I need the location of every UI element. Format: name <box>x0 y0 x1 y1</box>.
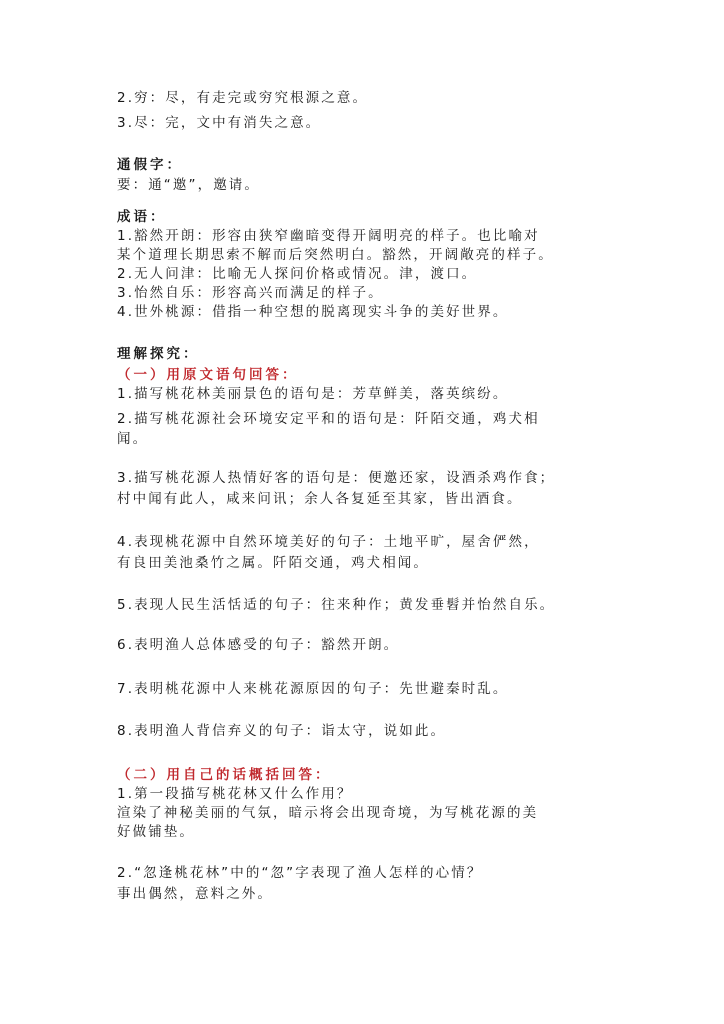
part2-heading: （二）用自己的话概括回答： <box>117 767 332 783</box>
part1-q3-line2: 村中闻有此人，咸来问讯；余人各复延至其家，皆出酒食。 <box>117 491 523 507</box>
part1-q4-line1: 4.表现桃花源中自然环境美好的句子：土地平旷，屋舍俨然， <box>117 534 540 550</box>
idioms-heading: 成语： <box>117 209 167 225</box>
part1-heading: （一）用原文语句回答： <box>117 367 299 383</box>
part2-q2-answer: 事出偶然，意料之外。 <box>117 886 273 902</box>
part1-q5: 5.表现人民生活恬适的句子：往来种作；黄发垂髫并怡然自乐。 <box>117 597 556 613</box>
word-note-2: 2.穷：尽，有走完或穷究根源之意。 <box>117 90 369 106</box>
part1-q1: 1.描写桃花林美丽景色的语句是：芳草鲜美，落英缤纷。 <box>117 386 509 402</box>
tongjiazi-heading: 通假字： <box>117 157 183 173</box>
part1-q6: 6.表明渔人总体感受的句子：豁然开朗。 <box>117 637 400 653</box>
idiom-1-line2: 某个道理长期思索不解而后突然明白。豁然，开阔敞亮的样子。 <box>117 247 554 263</box>
idiom-3: 3.怡然自乐：形容高兴而满足的样子。 <box>117 285 384 301</box>
idiom-4: 4.世外桃源：借指一种空想的脱离现实斗争的美好世界。 <box>117 304 509 320</box>
part1-q8: 8.表明渔人背信弃义的句子：诣太守，说如此。 <box>117 723 447 739</box>
part2-q1-answer-line1: 渲染了神秘美丽的气氛，暗示将会出现奇境，为写桃花源的美 <box>117 805 539 821</box>
part2-q1-question: 1.第一段描写桃花林又什么作用？ <box>117 786 353 802</box>
idiom-2: 2.无人问津：比喻无人探问价格或情况。津，渡口。 <box>117 266 478 282</box>
idiom-1-line1: 1.豁然开朗：形容由狭窄幽暗变得开阔明亮的样子。也比喻对 <box>117 228 540 244</box>
part1-q7: 7.表明桃花源中人来桃花源原因的句子：先世避秦时乱。 <box>117 681 509 697</box>
part1-q2-line1: 2.描写桃花源社会环境安定平和的语句是：阡陌交通，鸡犬相 <box>117 411 540 427</box>
part2-q2-question: 2.“忽逢桃花林”中的“忽”字表现了渔人怎样的心情？ <box>117 865 483 881</box>
part2-q1-answer-line2: 好做铺垫。 <box>117 824 195 840</box>
part1-q3-line1: 3.描写桃花源人热情好客的语句是：便邀还家，设酒杀鸡作食； <box>117 470 556 486</box>
tongjiazi-item: 要：通“邀”，邀请。 <box>117 177 260 193</box>
part1-q2-line2: 闻。 <box>117 431 149 447</box>
understanding-heading: 理解探究： <box>117 346 200 362</box>
word-note-3: 3.尽：完，文中有消失之意。 <box>117 115 322 131</box>
part1-q4-line2: 有良田美池桑竹之属。阡陌交通，鸡犬相闻。 <box>117 555 429 571</box>
